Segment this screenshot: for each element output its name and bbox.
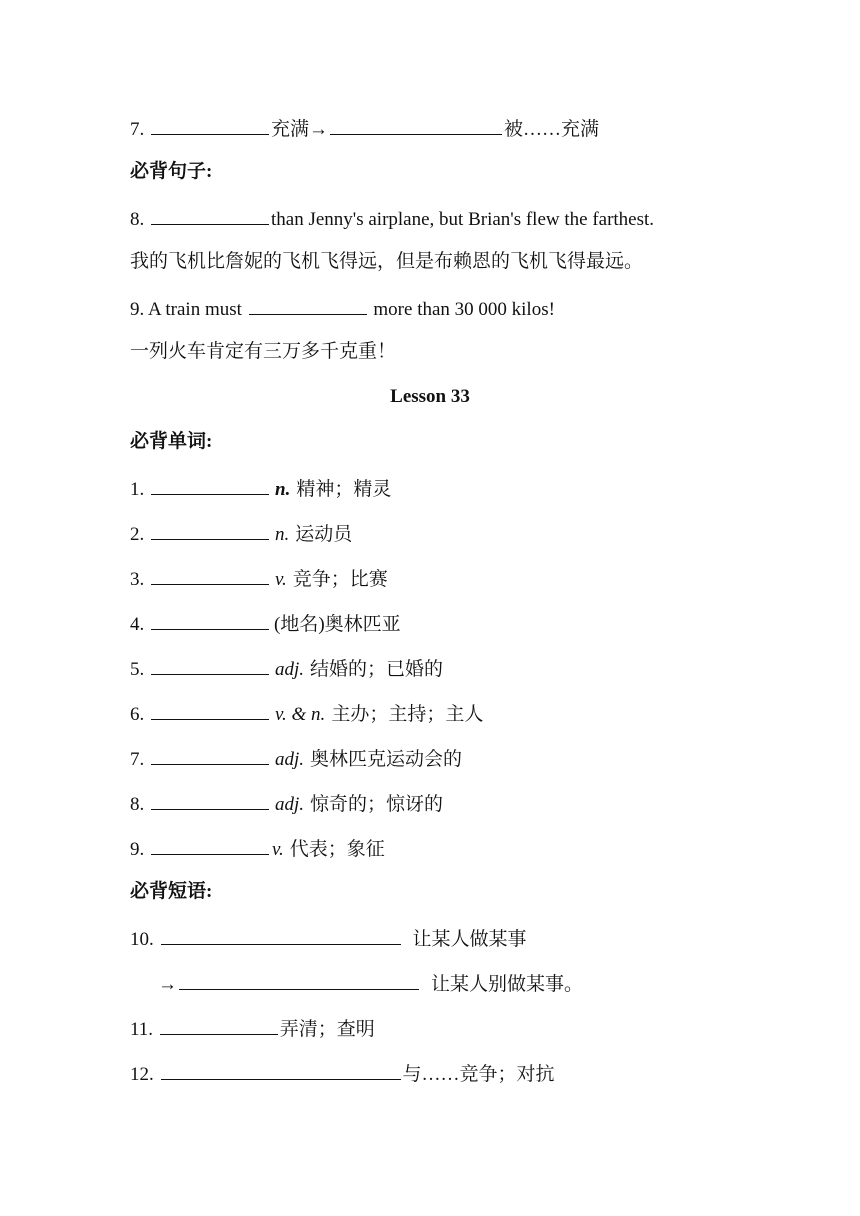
phrase-item-12	[130, 1057, 555, 1087]
exercise-item-7-filled	[130, 112, 599, 142]
answer-blank[interactable]	[330, 112, 502, 135]
answer-blank[interactable]	[161, 922, 401, 945]
answer-blank[interactable]	[151, 202, 269, 225]
section-heading-sentences: 必背句子:	[130, 161, 213, 182]
item-meaning: 被……充满	[504, 119, 600, 140]
item-number: 9.	[130, 839, 149, 860]
item-meaning: 代表；象征	[289, 839, 385, 860]
sentence-text: than Jenny's airplane, but Brian's flew the farthest.	[271, 209, 655, 230]
answer-blank[interactable]	[151, 517, 269, 540]
word-item-8	[130, 787, 443, 817]
word-item-7	[130, 742, 462, 772]
item-number: 7.	[130, 119, 149, 140]
exercise-item-9	[130, 292, 555, 322]
item-number: 6.	[130, 704, 149, 725]
part-of-speech: adj.	[275, 749, 305, 770]
arrow-icon: →	[158, 974, 177, 995]
answer-blank[interactable]	[161, 1057, 401, 1080]
item-meaning: 惊奇的；惊讶的	[310, 794, 444, 815]
item-meaning: 精神；精灵	[296, 479, 392, 500]
item-meaning: 奥林匹克运动会的	[310, 749, 463, 770]
answer-blank[interactable]	[151, 607, 269, 630]
answer-blank[interactable]	[249, 292, 367, 315]
item-number: 5.	[130, 659, 149, 680]
sentence-text: more than 30 000 kilos!	[368, 299, 555, 320]
part-of-speech: adj.	[275, 659, 305, 680]
part-of-speech: v. & n.	[275, 704, 326, 725]
item-meaning: (地名)奥林匹亚	[274, 614, 401, 635]
sentence-translation-9: 一列火车肯定有三万多千克重！	[130, 341, 397, 362]
item-meaning: 结婚的；已婚的	[310, 659, 444, 680]
item-number: 3.	[130, 569, 149, 590]
item-number: 7.	[130, 749, 149, 770]
sentence-translation-8: 我的飞机比詹妮的飞机飞得远，但是布赖恩的飞机飞得最远。	[130, 251, 644, 272]
item-number: 8.	[130, 794, 149, 815]
answer-blank[interactable]	[151, 112, 269, 135]
item-number: 8.	[130, 209, 149, 230]
word-item-1	[130, 472, 391, 502]
item-meaning: 充满→	[271, 119, 329, 140]
item-meaning: 竞争；比赛	[292, 569, 388, 590]
item-meaning: 主办；主持；主人	[331, 704, 484, 725]
part-of-speech: adj.	[275, 794, 305, 815]
answer-blank[interactable]	[179, 967, 419, 990]
answer-blank[interactable]	[151, 742, 269, 765]
part-of-speech: v.	[272, 839, 284, 860]
item-number: 4.	[130, 614, 149, 635]
exercise-item-8	[130, 202, 654, 232]
item-number: 10.	[130, 929, 159, 950]
item-number: 12.	[130, 1064, 159, 1085]
word-item-3	[130, 562, 388, 592]
section-heading-phrases: 必背短语:	[130, 881, 213, 902]
item-meaning: 让某人别做某事。	[431, 974, 584, 995]
word-item-4	[130, 607, 401, 637]
lesson-title: Lesson 33	[390, 386, 470, 407]
item-meaning: 运动员	[295, 524, 353, 545]
item-meaning: 弄清；查明	[279, 1019, 375, 1040]
part-of-speech: v.	[275, 569, 287, 590]
answer-blank[interactable]	[151, 697, 269, 720]
answer-blank[interactable]	[151, 562, 269, 585]
answer-blank[interactable]	[160, 1012, 278, 1035]
answer-blank[interactable]	[151, 832, 269, 855]
answer-blank[interactable]	[151, 472, 269, 495]
item-number: 11.	[130, 1019, 158, 1040]
phrase-item-11	[130, 1012, 375, 1042]
word-item-6	[130, 697, 483, 727]
word-item-2	[130, 517, 352, 547]
phrase-item-10-opposite	[158, 967, 583, 997]
phrase-item-10	[130, 922, 527, 952]
part-of-speech: n.	[275, 479, 291, 500]
word-item-9	[130, 832, 385, 862]
item-meaning: 与……竞争；对抗	[402, 1064, 555, 1085]
item-number: 1.	[130, 479, 149, 500]
sentence-text: 9. A train must	[130, 299, 247, 320]
part-of-speech: n.	[275, 524, 290, 545]
word-item-5	[130, 652, 443, 682]
answer-blank[interactable]	[151, 652, 269, 675]
answer-blank[interactable]	[151, 787, 269, 810]
item-meaning: 让某人做某事	[412, 929, 527, 950]
section-heading-words: 必背单词:	[130, 431, 213, 452]
item-number: 2.	[130, 524, 149, 545]
